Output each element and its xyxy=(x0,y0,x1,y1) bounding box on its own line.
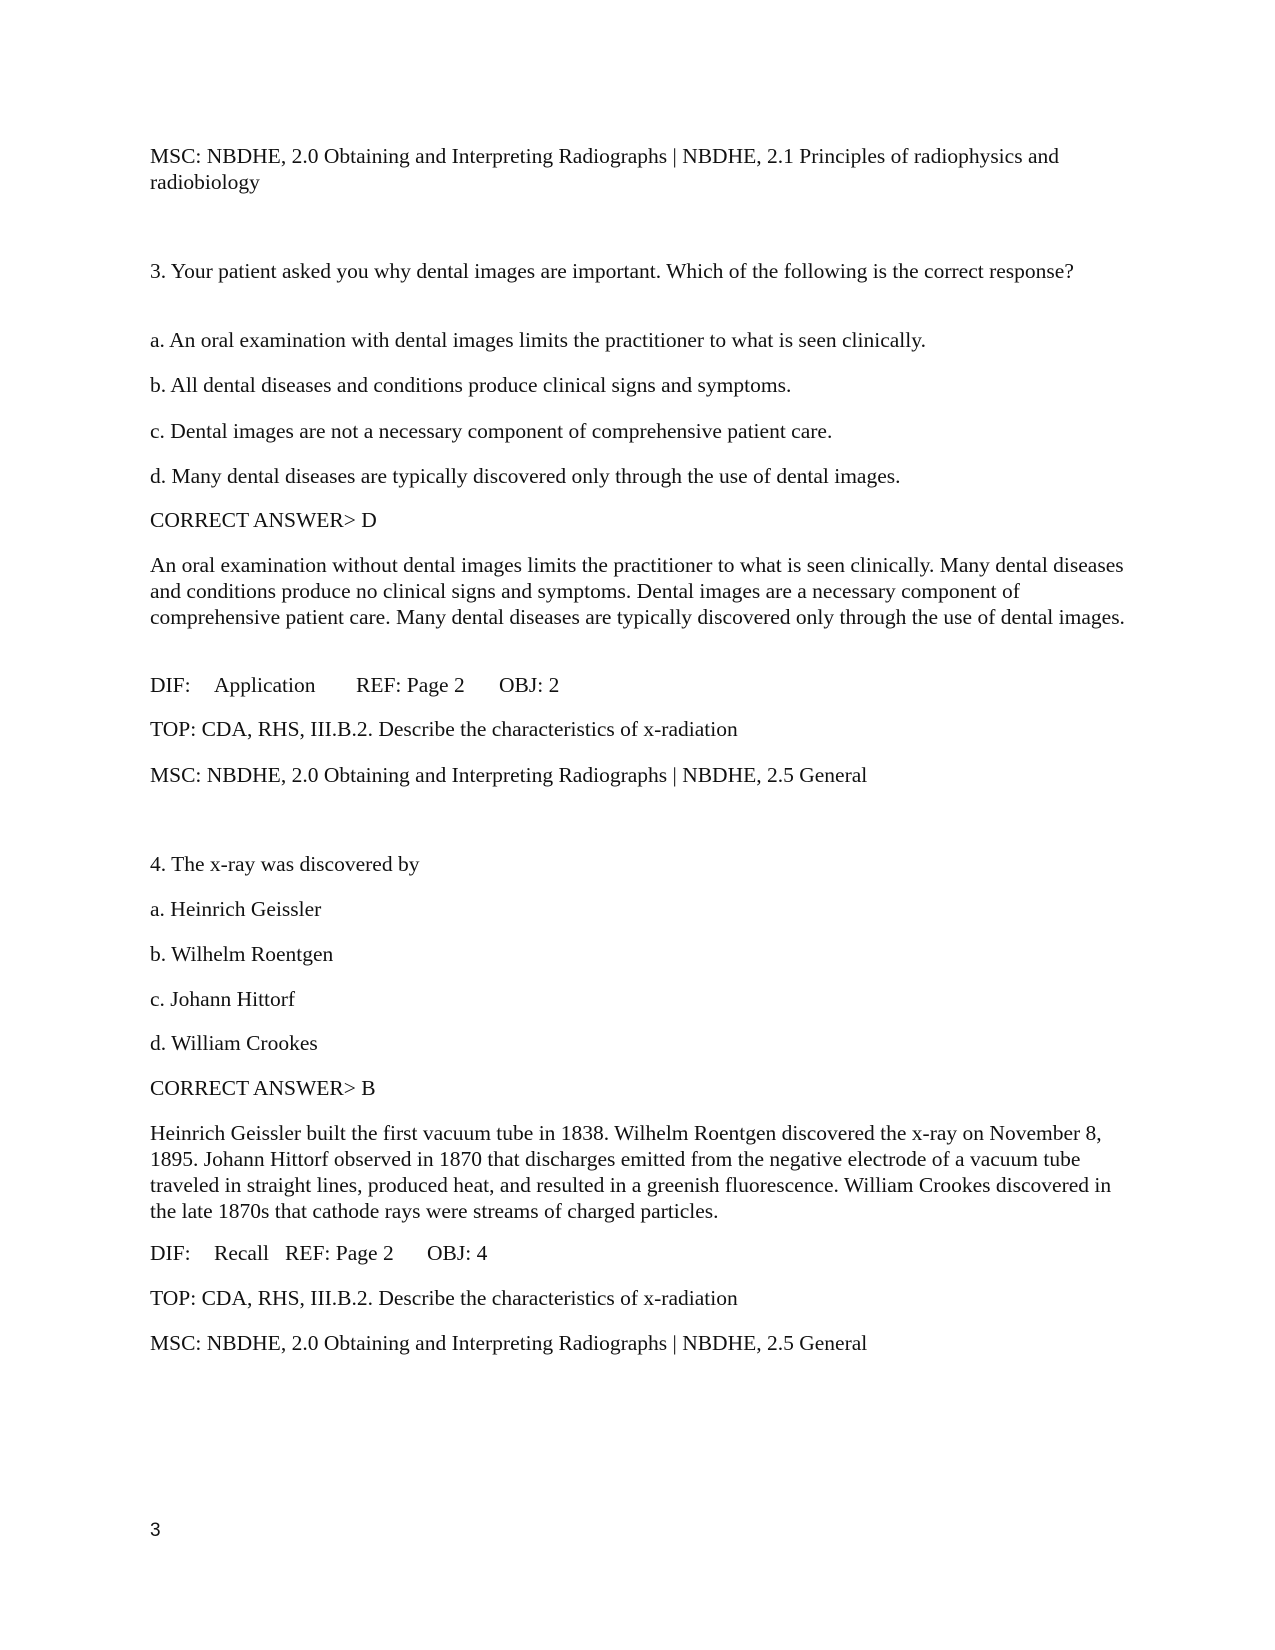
q4-option-b: b. Wilhelm Roentgen xyxy=(150,942,334,966)
q4-ref: REF: Page 2 xyxy=(285,1241,394,1265)
q4-correct-answer: CORRECT ANSWER> B xyxy=(150,1076,376,1100)
q3-topic: TOP: CDA, RHS, III.B.2. Describe the characteristics of x-radiation xyxy=(150,717,738,741)
q4-dif-value: Recall xyxy=(214,1241,269,1265)
q4-dif-label: DIF: xyxy=(150,1241,191,1265)
q4-topic: TOP: CDA, RHS, III.B.2. Describe the characteristics of x-radiation xyxy=(150,1286,738,1310)
q3-option-b: b. All dental diseases and conditions produce clinical signs and symptoms. xyxy=(150,373,792,397)
q3-rationale: An oral examination without dental images limits the practitioner to what is seen clinically. Many dental diseases and conditions produce no clinical signs and symptoms. Dental images are a necessary component of comprehensive patient care. Many dental diseases are typically discovered only through the use of dental images. xyxy=(150,553,1125,629)
q4-stem: 4. The x-ray was discovered by xyxy=(150,852,420,876)
q3-correct-answer: CORRECT ANSWER> D xyxy=(150,508,377,532)
page-number: 3 xyxy=(150,1520,161,1541)
q4-msc: MSC: NBDHE, 2.0 Obtaining and Interpreting Radiographs | NBDHE, 2.5 General xyxy=(150,1331,868,1355)
q4-option-c: c. Johann Hittorf xyxy=(150,987,296,1011)
q4-meta-row xyxy=(150,1240,1140,1266)
q4-obj: OBJ: 4 xyxy=(427,1241,488,1265)
q3-option-d: d. Many dental diseases are typically discovered only through the use of dental images. xyxy=(150,464,901,488)
q3-obj: OBJ: 2 xyxy=(499,673,560,697)
q4-option-a: a. Heinrich Geissler xyxy=(150,897,322,921)
q3-stem: 3. Your patient asked you why dental images are important. Which of the following is the correct response? xyxy=(150,259,1074,283)
q4-option-d: d. William Crookes xyxy=(150,1031,318,1055)
q3-meta-row xyxy=(150,672,1140,698)
q3-ref: REF: Page 2 xyxy=(356,673,465,697)
q3-dif-value: Application xyxy=(214,673,316,697)
q4-rationale: Heinrich Geissler built the first vacuum tube in 1838. Wilhelm Roentgen discovered the x-ray on November 8, 1895. Johann Hittorf observed in 1870 that discharges emitted from the negative electrode of a vacuum tube traveled in straight lines, produced heat, and resulted in a greenish fluorescence. William Crookes discovered in the late 1870s that cathode rays were streams of charged particles. xyxy=(150,1121,1112,1223)
document-page xyxy=(150,0,1140,1650)
q3-option-c: c. Dental images are not a necessary component of comprehensive patient care. xyxy=(150,419,833,443)
q3-option-a: a. An oral examination with dental images limits the practitioner to what is seen clinically. xyxy=(150,328,926,352)
q3-msc: MSC: NBDHE, 2.0 Obtaining and Interpreting Radiographs | NBDHE, 2.5 General xyxy=(150,763,868,787)
q3-dif-label: DIF: xyxy=(150,673,191,697)
q2-msc: MSC: NBDHE, 2.0 Obtaining and Interpreting Radiographs | NBDHE, 2.1 Principles of radiophysics and radiobiology xyxy=(150,144,1059,194)
